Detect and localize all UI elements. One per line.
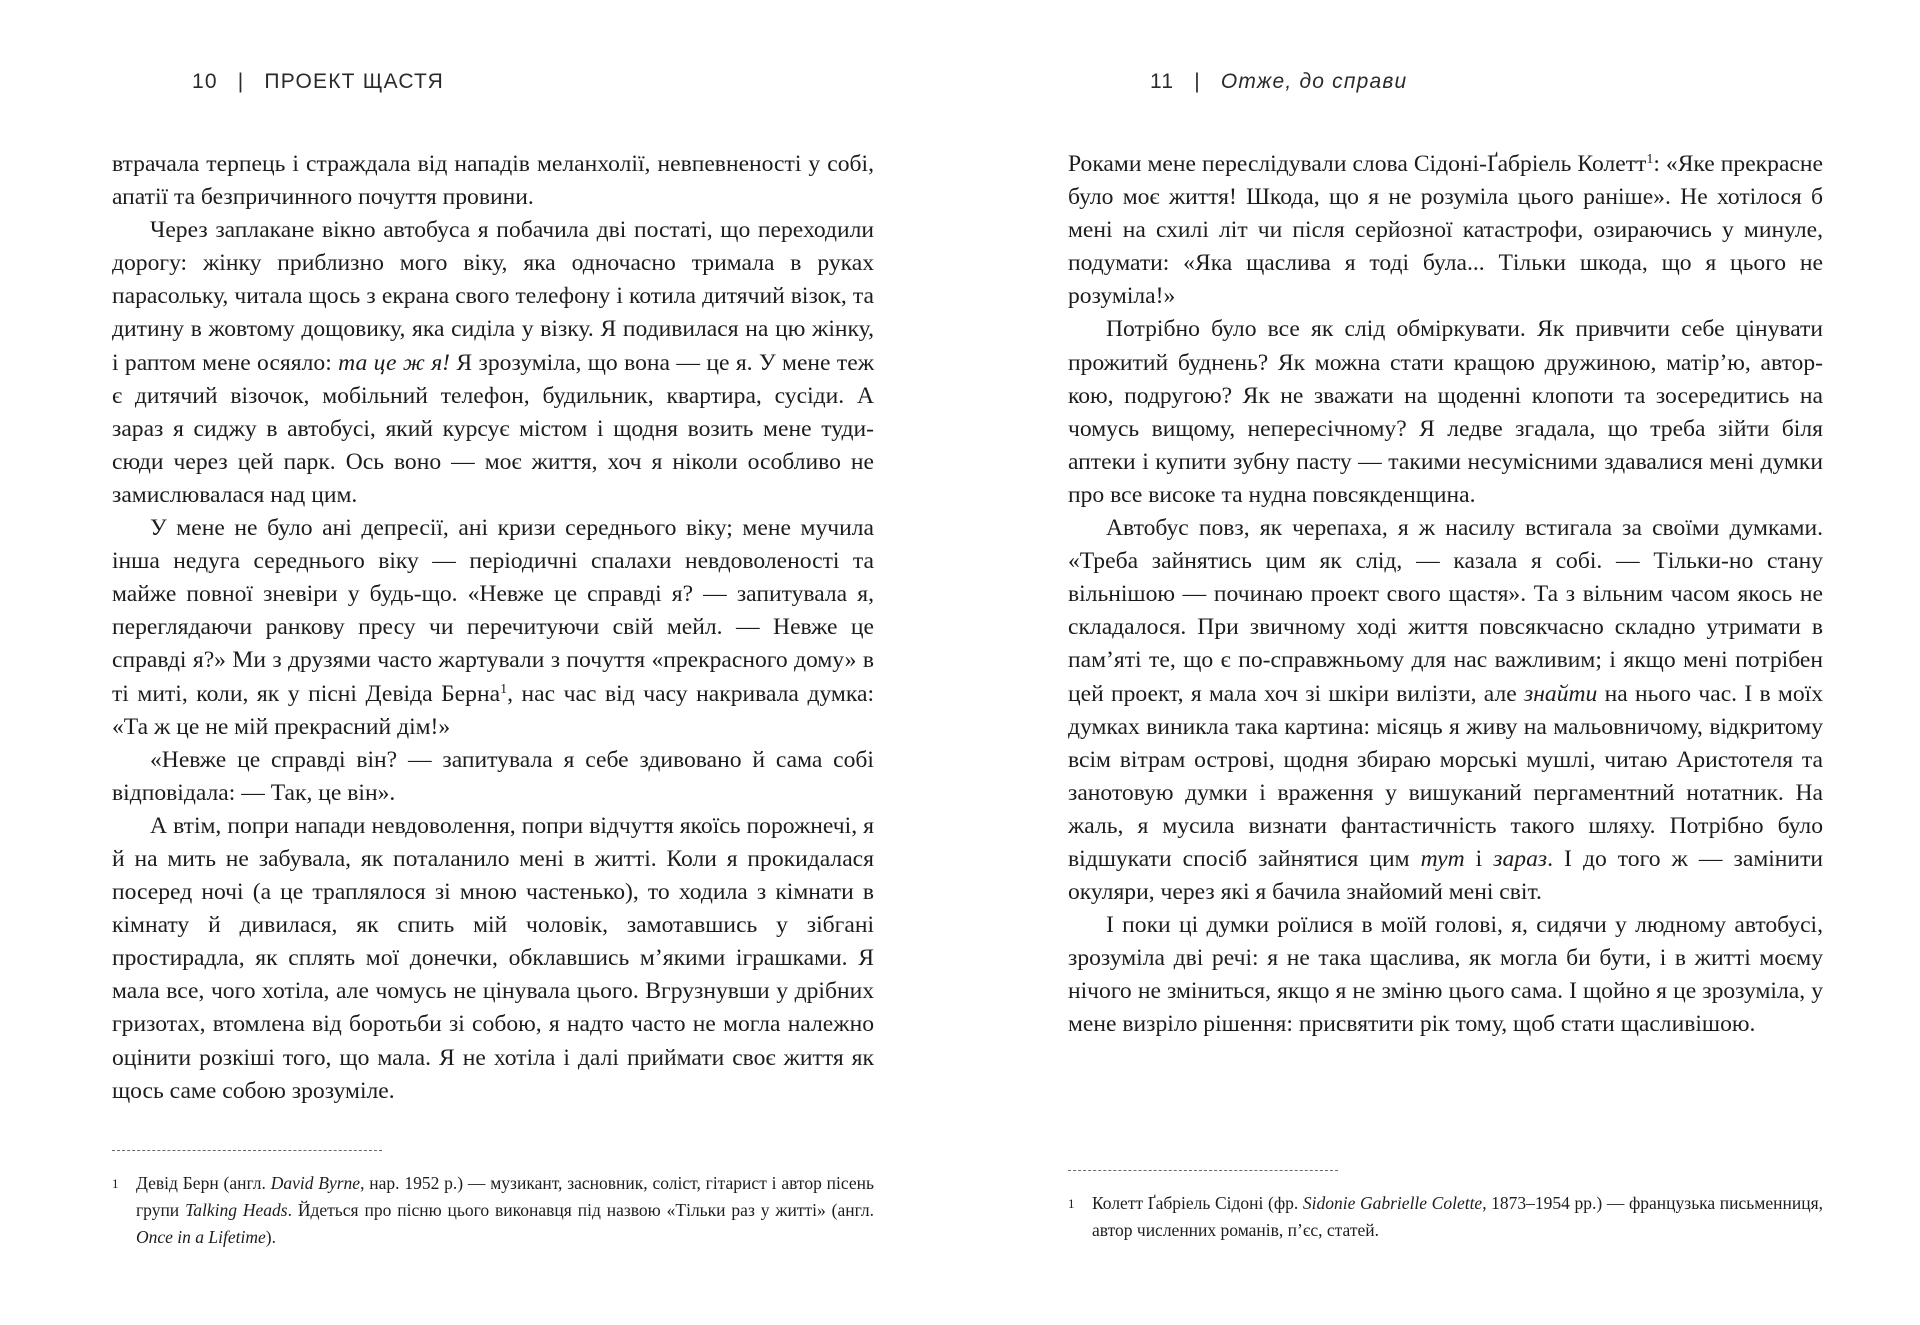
paragraph-text: . І до того ж — замінити окуляри, через які я бачила знайомий мені світ. (1068, 845, 1824, 906)
footnote-number: 1 (1068, 1196, 1075, 1211)
emphasis-text: знайти (1524, 680, 1598, 707)
footnote-text-part: , нар. 1952 р.) — музикант, засновник, соліст, гітарист і автор пісень групи (136, 1173, 874, 1220)
paragraph-text: Потрібно було все як слід обміркувати. Як привчити себе цінувати прожитий буднень? Як можна стати кращою дружиною, матір’ю, авторкою, подругою? Як не зважати на щоденні клопоти та зосередитись на чомусь вищому, непересічному? Я ледве згадала, що треба зійти біля аптеки і купити зубну пасту — такими несумісними здавалися мені думки про все високе та нудна повсякденщина. (1068, 316, 1823, 508)
footnote-text-part: . Йдеться про пісню цього виконавця під назвою «Тільки раз у житті» (англ. (287, 1200, 874, 1220)
footnote-text (1092, 1190, 1823, 1244)
right-page (960, 0, 1920, 1325)
paragraph-text: на нього час. І в моїх думках виникла така картина: місяць я живу на мальовничому, відкритому всім вітрам острові, щодня збираю морські мушлі, читаю Аристотеля та занотовую думки і враження у вишуканий пергаментний нотатник. На жаль, я мусила визнати фантастичність такого шляху. Потрібно було відшукати спосіб зайнятися цим (1068, 680, 1823, 872)
footnote-emphasis: Talking Heads (185, 1200, 288, 1220)
paragraph (1068, 148, 1823, 313)
paragraph (112, 512, 874, 744)
right-body-text (1068, 148, 1823, 1042)
footnote-text-part: , 1873–1954 рр.) — французька письменниця, автор численних романів, п’єс, статей. (1092, 1193, 1823, 1240)
paragraph-text: А втім, попри напади невдоволення, попри відчуття якоїсь порожнечі, я й на мить не забувала, як поталанило мені в житті. Коли я прокидалася посеред ночі (а це траплялося зі мною частенько), то ходила з кімнати в кімнату й дивилася, як спить мій чоловік, замотавшись у зібгані простирадла, як сплять мої донечки, обклавшись м’якими іграшками. Я мала все, чого хотіла, але чомусь не цінувала цього. Вгрузнувши у дрібних гризотах, втомлена від боротьби зі собою, я надто часто не могла належно оцінити розкіші того, що мала. Я не хотіла і далі приймати своє життя як щось саме собою зрозуміле. (112, 812, 874, 1104)
right-page-number: 11 (1150, 70, 1175, 93)
footnote-text (136, 1170, 874, 1251)
footnote-text-part: ). (265, 1227, 276, 1247)
paragraph (112, 744, 874, 810)
right-running-head-separator: | (1194, 70, 1201, 93)
footnote-emphasis: Sidonie Gabrielle Colette (1302, 1193, 1483, 1213)
paragraph-text: , нас час від часу накривала думка: «Та ж це не мій прекрасний дім!» (112, 680, 874, 740)
footnote-emphasis: Once in a Lifetime (136, 1227, 266, 1247)
paragraph (1068, 512, 1823, 909)
paragraph-text: Через заплакане вікно автобуса я побачила дві постаті, що переходили дорогу: жінку приблизно мого віку, яка одночасно тримала в руках парасольку, читала щось з екрана свого телефону і котила дитячий візок, та дитину в жовтому дощовику, яка сиділа у візку. Я подивилася на цю жінку, і раптом мене осяяло: (112, 217, 874, 376)
paragraph-text: Автобус повз, як черепаха, я ж насилу встигала за своїми думками. «Треба зайнятись цим як слід, — казала я собі. — Тільки-но стану вільнішою — починаю проект свого щастя». Та з вільним часом якось не складалося. При звичному ході життя повсякчасно складно утримати в пам’яті те, що є по-справжньому для нас важливим; і якщо мені потрібен цей проект, я мала хоч зі шкіри вилізти, але (1068, 515, 1823, 707)
paragraph (112, 810, 874, 1108)
footnote-number: 1 (112, 1176, 119, 1191)
emphasis-text: зараз (1493, 845, 1548, 872)
right-footnote-rule (1068, 1170, 1338, 1171)
left-page-number: 10 (192, 70, 218, 93)
footnote-text-part: Девід Берн (англ. (136, 1173, 271, 1193)
left-footnote (112, 1170, 874, 1251)
paragraph-text: Я зрозуміла, що вона — це я. У мене теж є дитячий візочок, мобільний телефон, будильник, квартира, сусіди. А зараз я сиджу в автобусі, який курсує містом і щодня возить мене туди-сюди через цей парк. Ось воно — моє життя, хоч я ніколи особливо не замислювалася над цим. (112, 349, 874, 508)
footnote-marker: 1 (500, 681, 508, 697)
left-running-head-separator: | (237, 70, 245, 93)
left-footnote-rule (112, 1150, 382, 1151)
paragraph-text: «Невже це справді він? — запитувала я себе здивовано й сама собі відповідала: — Так, це він». (112, 746, 874, 806)
paragraph-text: І поки ці думки роїлися в моїй голові, я, сидячи у людному автобусі, зрозуміла дві речі: я не така щаслива, як могла би бути, і в житті моєму нічого не зміниться, якщо я не зміню цього сама. І щойно я це зрозуміла, у мене визріло рішення: присвятити рік тому, щоб стати щасливішою. (1068, 912, 1823, 1038)
right-footnote (1068, 1190, 1823, 1244)
paragraph-text: втрачала терпець і страждала від нападів меланхолії, невпевненості у собі, апатії та безпричинного почуття провини. (112, 151, 874, 211)
right-running-head-title: Отже, до справи (1220, 70, 1408, 93)
emphasis-text: та це ж я! (338, 349, 451, 376)
right-running-head (1150, 70, 1407, 100)
paragraph-text: і (1464, 845, 1494, 872)
paragraph (1068, 909, 1823, 1041)
paragraph (112, 214, 874, 512)
left-body-text (112, 148, 874, 1108)
left-running-head-title: ПРОЕКТ ЩАСТЯ (264, 70, 444, 93)
paragraph (1068, 313, 1823, 512)
footnote-text-part: Колетт Ґабріель Сідоні (фр. (1092, 1193, 1303, 1213)
paragraph (112, 148, 874, 214)
footnote-marker: 1 (1646, 152, 1654, 167)
paragraph-text: Роками мене переслідували слова Сідоні-Ґабріель Колетт (1068, 151, 1647, 177)
footnote-emphasis: David Byrne (270, 1173, 361, 1193)
left-running-head (192, 70, 444, 100)
paragraph-text: : «Яке прекрасне було моє життя! Шкода, що я не розуміла цього раніше». Не хотілося б мені на схилі літ чи після серйозної катастрофи, озираючись у минуле, подумати: «Яка щаслива я тоді була... Тільки шкода, що я цього не розуміла!» (1068, 151, 1823, 310)
paragraph-text: У мене не було ані депресії, ані кризи середнього віку; мене мучила інша недуга середнього віку — періодичні спалахи невдоволеності та майже повної зневіри у будь-що. «Невже це справді я? — запитувала я, переглядаючи ранкову пресу чи перечитуючи свій мейл. — Невже це справді я?» Ми з друзями часто жартували з почуття «прекрасного дому» в ті миті, коли, як у пісні Девіда Берна (112, 515, 874, 707)
emphasis-text: тут (1420, 845, 1465, 872)
